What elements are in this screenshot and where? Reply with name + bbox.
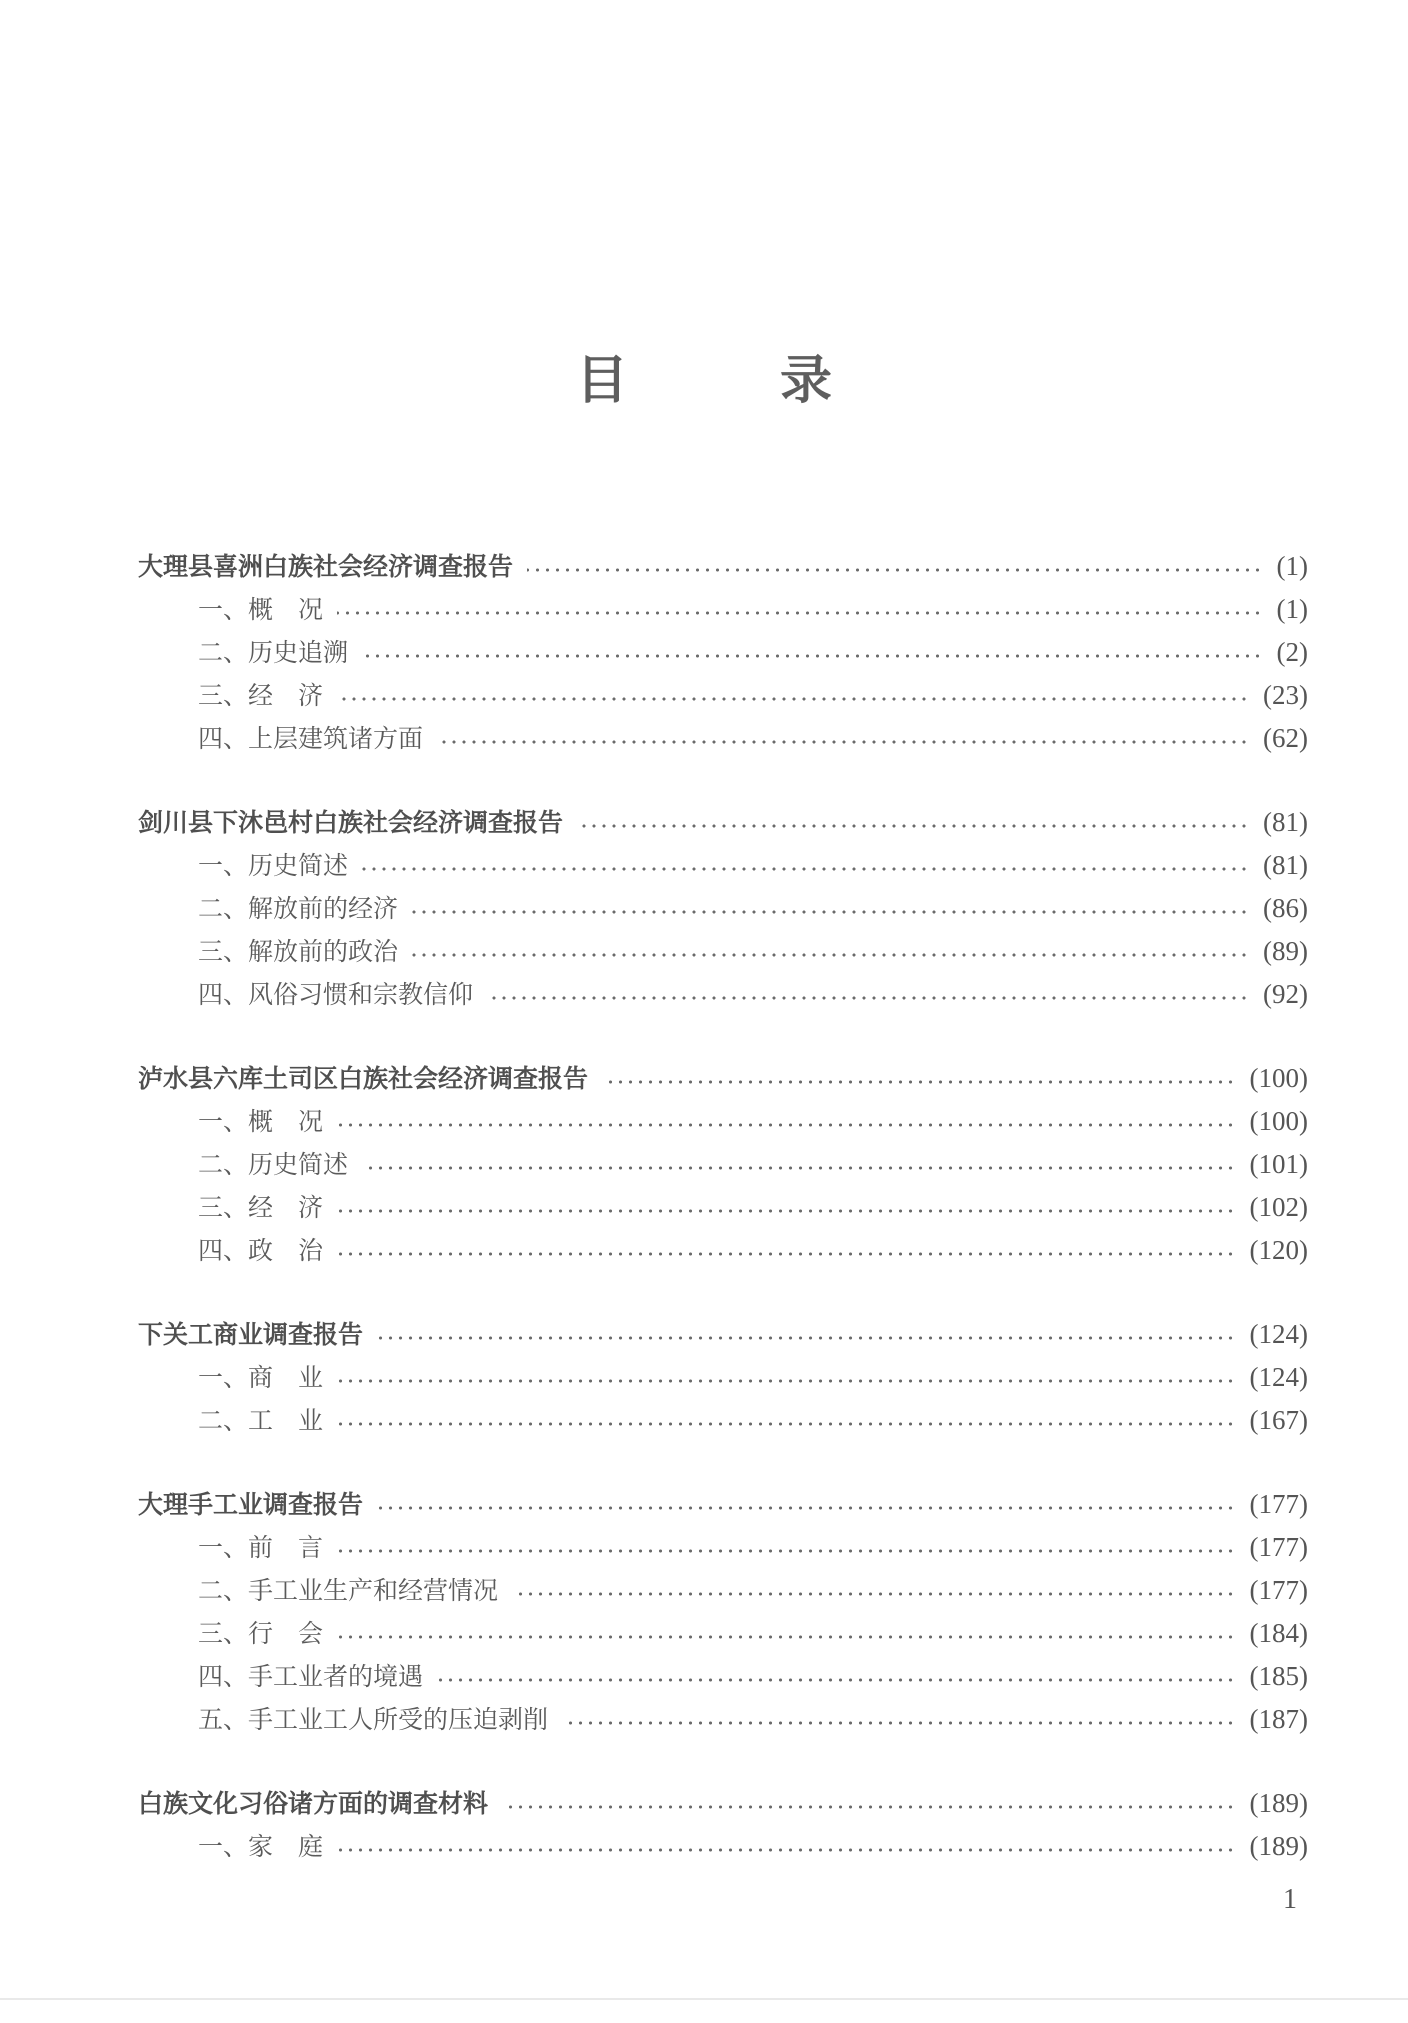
dot-leader [412,910,1249,914]
toc-item[interactable] [138,1186,1308,1229]
toc-item-label: 四、风俗习惯和宗教信仰 [198,980,474,1009]
toc-item-label: 二、历史追溯 [198,638,349,667]
table-of-contents [138,545,1308,1909]
toc-item[interactable] [138,1825,1308,1868]
toc-heading[interactable] [138,545,1308,588]
toc-page-number: (177) [1249,1489,1308,1519]
toc-page-number: (2) [1276,637,1308,667]
toc-item[interactable] [138,1229,1308,1272]
toc-item[interactable] [138,1100,1308,1143]
dot-leader [512,1592,1236,1596]
toc-item[interactable] [138,1143,1308,1186]
toc-page-number: (100) [1249,1063,1308,1093]
dot-leader [487,996,1249,1000]
dot-leader [377,1506,1236,1510]
toc-section [138,801,1308,1016]
dot-leader [577,824,1249,828]
toc-heading-label: 大理手工业调查报告 [138,1490,364,1519]
toc-item-label: 四、上层建筑诸方面 [198,724,424,753]
toc-item-label: 三、解放前的政治 [198,937,399,966]
toc-page-number: (101) [1249,1149,1308,1179]
toc-item[interactable] [138,887,1308,930]
toc-item[interactable] [138,631,1308,674]
toc-item[interactable] [138,973,1308,1016]
toc-item[interactable] [138,1569,1308,1612]
toc-page-number: (177) [1249,1532,1308,1562]
dot-leader [437,1678,1236,1682]
toc-page-number: (100) [1249,1106,1308,1136]
toc-item[interactable] [138,1698,1308,1741]
dot-leader [362,654,1263,658]
toc-section [138,1057,1308,1272]
dot-leader [527,568,1263,572]
toc-page-number: (81) [1263,850,1308,880]
toc-page-number: (167) [1249,1405,1308,1435]
toc-page-number: (185) [1249,1661,1308,1691]
toc-heading-label: 泸水县六库土司区白族社会经济调查报告 [138,1064,589,1093]
toc-page-number: (124) [1249,1362,1308,1392]
toc-item-label: 五、手工业工人所受的压迫剥削 [198,1705,549,1734]
dot-leader [337,1123,1236,1127]
dot-leader [362,867,1249,871]
dot-leader [337,1635,1236,1639]
dot-leader [502,1805,1236,1809]
toc-heading-label: 下关工商业调查报告 [138,1320,364,1349]
toc-item-label: 三、行 会 [198,1619,324,1648]
dot-leader [362,1166,1236,1170]
toc-page-number: (81) [1263,807,1308,837]
toc-item[interactable] [138,1399,1308,1442]
toc-page-number: (23) [1263,680,1308,710]
dot-leader [337,1848,1236,1852]
toc-item[interactable] [138,844,1308,887]
toc-item-label: 一、概 况 [198,595,324,624]
toc-heading[interactable] [138,1483,1308,1526]
toc-item-label: 一、概 况 [198,1107,324,1136]
toc-item-label: 二、历史简述 [198,1150,349,1179]
page-folio-number: 1 [1283,1884,1297,1915]
toc-item-label: 二、解放前的经济 [198,894,399,923]
toc-item-label: 四、政 治 [198,1236,324,1265]
toc-item-label: 四、手工业者的境遇 [198,1662,424,1691]
toc-item[interactable] [138,1356,1308,1399]
toc-section [138,1483,1308,1741]
toc-heading-label: 剑川县下沐邑村白族社会经济调查报告 [138,808,564,837]
dot-leader [337,1549,1236,1553]
dot-leader [337,611,1263,615]
toc-page-number: (62) [1263,723,1308,753]
dot-leader [337,1252,1236,1256]
toc-page-number: (189) [1249,1831,1308,1861]
dot-leader [337,1422,1236,1426]
toc-item[interactable] [138,1526,1308,1569]
toc-item-label: 三、经 济 [198,681,324,710]
page-title: 目 录 [575,350,882,411]
toc-item-label: 一、家 庭 [198,1832,324,1861]
toc-heading[interactable] [138,1782,1308,1825]
toc-page-number: (89) [1263,936,1308,966]
toc-page-number: (1) [1276,594,1308,624]
toc-page-number: (1) [1276,551,1308,581]
dot-leader [562,1721,1236,1725]
toc-heading[interactable] [138,801,1308,844]
toc-page-number: (92) [1263,979,1308,1009]
toc-heading[interactable] [138,1057,1308,1100]
toc-item[interactable] [138,717,1308,760]
toc-item-label: 一、商 业 [198,1363,324,1392]
toc-item[interactable] [138,674,1308,717]
toc-page-number: (189) [1249,1788,1308,1818]
toc-item[interactable] [138,1612,1308,1655]
dot-leader [602,1080,1236,1084]
toc-page-number: (102) [1249,1192,1308,1222]
toc-item[interactable] [138,588,1308,631]
toc-item-label: 三、经 济 [198,1193,324,1222]
dot-leader [337,1379,1236,1383]
toc-item-label: 二、工 业 [198,1406,324,1435]
toc-heading-label: 大理县喜洲白族社会经济调查报告 [138,552,514,581]
dot-leader [412,953,1249,957]
toc-item[interactable] [138,930,1308,973]
dot-leader [337,697,1249,701]
toc-page-number: (86) [1263,893,1308,923]
toc-page-number: (177) [1249,1575,1308,1605]
toc-heading[interactable] [138,1313,1308,1356]
scan-artifact-line [0,1998,1408,2000]
dot-leader [337,1209,1236,1213]
toc-section [138,1782,1308,1868]
toc-section [138,545,1308,760]
toc-heading-label: 白族文化习俗诸方面的调查材料 [138,1789,489,1818]
toc-page-number: (187) [1249,1704,1308,1734]
dot-leader [437,740,1249,744]
toc-item-label: 二、手工业生产和经营情况 [198,1576,499,1605]
toc-page-number: (120) [1249,1235,1308,1265]
toc-section [138,1313,1308,1442]
toc-item-label: 一、历史简述 [198,851,349,880]
toc-item-label: 一、前 言 [198,1533,324,1562]
toc-item[interactable] [138,1655,1308,1698]
dot-leader [377,1336,1236,1340]
toc-page-number: (124) [1249,1319,1308,1349]
toc-page-number: (184) [1249,1618,1308,1648]
